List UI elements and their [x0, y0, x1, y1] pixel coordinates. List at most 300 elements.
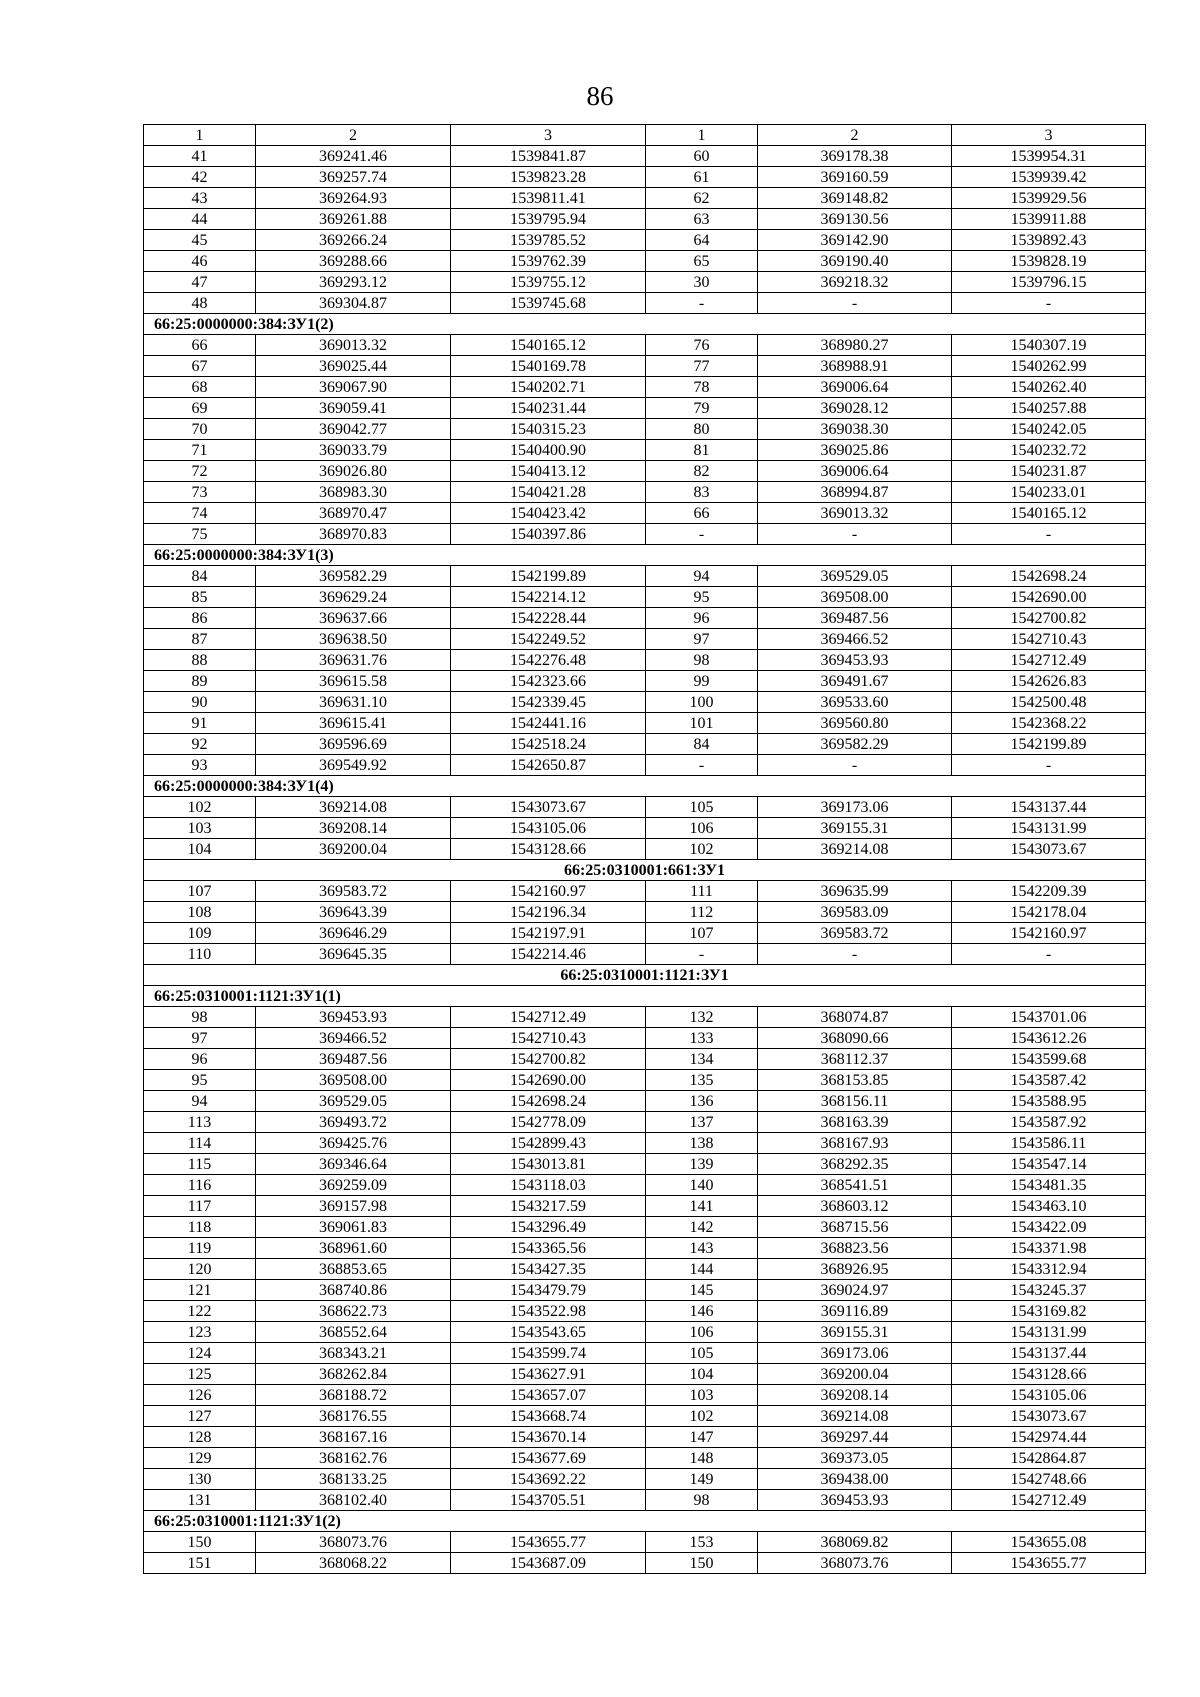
table-cell: 134 [646, 1049, 758, 1070]
table-cell: - [646, 944, 758, 965]
table-cell: 1542974.44 [952, 1427, 1146, 1448]
table-cell: 1543073.67 [451, 797, 646, 818]
table-cell: 369288.66 [256, 251, 451, 272]
table-cell: - [646, 524, 758, 545]
table-cell: 369006.64 [758, 377, 952, 398]
table-cell: 369373.05 [758, 1448, 952, 1469]
header-cell: 1 [144, 125, 256, 146]
table-cell: 369646.29 [256, 923, 451, 944]
table-cell: 369453.93 [758, 650, 952, 671]
table-cell: 1542864.87 [952, 1448, 1146, 1469]
table-cell: 1542214.12 [451, 587, 646, 608]
table-cell: 117 [144, 1196, 256, 1217]
table-cell: 109 [144, 923, 256, 944]
table-cell: 104 [144, 839, 256, 860]
table-cell: 369173.06 [758, 1343, 952, 1364]
table-row [144, 335, 1146, 356]
table-row [144, 1112, 1146, 1133]
table-cell: 368167.16 [256, 1427, 451, 1448]
table-cell: 1542690.00 [952, 587, 1146, 608]
table-cell: 1540262.99 [952, 356, 1146, 377]
table-cell: 369631.76 [256, 650, 451, 671]
table-row [144, 1385, 1146, 1406]
table-cell: 44 [144, 209, 256, 230]
table-cell: 1543073.67 [952, 1406, 1146, 1427]
table-cell: 1542441.16 [451, 713, 646, 734]
table-cell: 369024.97 [758, 1280, 952, 1301]
table-cell: 369487.56 [256, 1049, 451, 1070]
section-header-row [144, 986, 1146, 1007]
table-cell: 1540202.71 [451, 377, 646, 398]
table-cell: 369025.86 [758, 440, 952, 461]
table-cell: 1543612.26 [952, 1028, 1146, 1049]
table-cell: 127 [144, 1406, 256, 1427]
table-cell: 1543657.07 [451, 1385, 646, 1406]
table-cell: 48 [144, 293, 256, 314]
section-title: 66:25:0000000:384:ЗУ1(3) [144, 545, 1146, 566]
table-cell: 1542710.43 [451, 1028, 646, 1049]
table-cell: 113 [144, 1112, 256, 1133]
table-cell: 68 [144, 377, 256, 398]
table-cell: 369157.98 [256, 1196, 451, 1217]
table-cell: 41 [144, 146, 256, 167]
table-row [144, 1490, 1146, 1511]
table-cell: 1540423.42 [451, 503, 646, 524]
table-cell: 369638.50 [256, 629, 451, 650]
table-cell: 1542500.48 [952, 692, 1146, 713]
table-cell: 146 [646, 1301, 758, 1322]
table-cell: 1542518.24 [451, 734, 646, 755]
table-cell: 1543677.69 [451, 1448, 646, 1469]
table-cell: 369596.69 [256, 734, 451, 755]
table-cell: 369466.52 [758, 629, 952, 650]
table-cell: 1542748.66 [952, 1469, 1146, 1490]
table-cell: 369583.09 [758, 902, 952, 923]
table-cell: 76 [646, 335, 758, 356]
table-cell: 100 [646, 692, 758, 713]
table-cell: 369491.67 [758, 671, 952, 692]
table-cell: 60 [646, 146, 758, 167]
table-cell: 99 [646, 671, 758, 692]
table-row [144, 566, 1146, 587]
table-cell: - [758, 293, 952, 314]
table-cell: 369261.88 [256, 209, 451, 230]
table-cell: 1542626.83 [952, 671, 1146, 692]
table-cell: - [758, 944, 952, 965]
table-cell: 1540233.01 [952, 482, 1146, 503]
table-cell: 1543522.98 [451, 1301, 646, 1322]
table-cell: 369038.30 [758, 419, 952, 440]
table-cell: 124 [144, 1343, 256, 1364]
table-cell: 369643.39 [256, 902, 451, 923]
table-cell: 1540413.12 [451, 461, 646, 482]
table-cell: 369259.09 [256, 1175, 451, 1196]
section-header-row [144, 965, 1146, 986]
table-cell: 369200.04 [758, 1364, 952, 1385]
table-cell: 1542778.09 [451, 1112, 646, 1133]
table-cell: 1539823.28 [451, 167, 646, 188]
table-cell: 1543073.67 [952, 839, 1146, 860]
table-cell: 1542160.97 [952, 923, 1146, 944]
table-cell: 368983.30 [256, 482, 451, 503]
table-row [144, 230, 1146, 251]
table-cell: 84 [646, 734, 758, 755]
table-cell: 30 [646, 272, 758, 293]
table-cell: 1543371.98 [952, 1238, 1146, 1259]
table-cell: 1543479.79 [451, 1280, 646, 1301]
table-cell: 369059.41 [256, 398, 451, 419]
table-row [144, 1196, 1146, 1217]
table-cell: 369533.60 [758, 692, 952, 713]
table-row [144, 1469, 1146, 1490]
table-row [144, 1238, 1146, 1259]
table-row [144, 1217, 1146, 1238]
table-cell: 1543588.95 [952, 1091, 1146, 1112]
table-row [144, 629, 1146, 650]
table-cell: 369583.72 [758, 923, 952, 944]
table-row [144, 1007, 1146, 1028]
table-row [144, 1133, 1146, 1154]
table-cell: 1542339.45 [451, 692, 646, 713]
table-cell: 96 [144, 1049, 256, 1070]
table-row [144, 713, 1146, 734]
table-row [144, 167, 1146, 188]
table-cell: 78 [646, 377, 758, 398]
table-cell: 369241.46 [256, 146, 451, 167]
table-cell: 1543365.56 [451, 1238, 646, 1259]
table-cell: 1539795.94 [451, 209, 646, 230]
table-cell: 1542323.66 [451, 671, 646, 692]
table-cell: 1543587.42 [952, 1070, 1146, 1091]
table-cell: 1540165.12 [952, 503, 1146, 524]
table-cell: 368823.56 [758, 1238, 952, 1259]
table-row [144, 188, 1146, 209]
table-cell: 1542276.48 [451, 650, 646, 671]
table-cell: 369560.80 [758, 713, 952, 734]
table-cell: 149 [646, 1469, 758, 1490]
table-cell: 1543128.66 [451, 839, 646, 860]
table-cell: 138 [646, 1133, 758, 1154]
table-cell: 1540257.88 [952, 398, 1146, 419]
table-cell: 369218.32 [758, 272, 952, 293]
table-cell: 1542712.49 [952, 1490, 1146, 1511]
table-cell: 151 [144, 1553, 256, 1574]
table-cell: 369142.90 [758, 230, 952, 251]
table-cell: 368343.21 [256, 1343, 451, 1364]
table-cell: 88 [144, 650, 256, 671]
table-row [144, 692, 1146, 713]
section-header-row [144, 776, 1146, 797]
table-cell: 77 [646, 356, 758, 377]
table-cell: 1540242.05 [952, 419, 1146, 440]
table-cell: 1543481.35 [952, 1175, 1146, 1196]
table-row [144, 1322, 1146, 1343]
table-cell: 369160.59 [758, 167, 952, 188]
table-row [144, 356, 1146, 377]
table-cell: 368112.37 [758, 1049, 952, 1070]
table-cell: 1540400.90 [451, 440, 646, 461]
table-cell: 1543668.74 [451, 1406, 646, 1427]
table-cell: 368068.22 [256, 1553, 451, 1574]
table-cell: 66 [646, 503, 758, 524]
table-cell: 368994.87 [758, 482, 952, 503]
table-cell: 1540262.40 [952, 377, 1146, 398]
table-cell: 1543131.99 [952, 818, 1146, 839]
table-cell: 83 [646, 482, 758, 503]
table-cell: 86 [144, 608, 256, 629]
table-row [144, 797, 1146, 818]
table-cell: 105 [646, 797, 758, 818]
table-cell: 122 [144, 1301, 256, 1322]
table-cell: 61 [646, 167, 758, 188]
page-number: 86 [586, 81, 614, 111]
table-cell: 153 [646, 1532, 758, 1553]
table-cell: 80 [646, 419, 758, 440]
table-cell: 368622.73 [256, 1301, 451, 1322]
table-row [144, 1259, 1146, 1280]
table-row [144, 755, 1146, 776]
table-row [144, 839, 1146, 860]
table-row [144, 1343, 1146, 1364]
table-cell: 1543013.81 [451, 1154, 646, 1175]
table-cell: 368715.56 [758, 1217, 952, 1238]
table-cell: 66 [144, 335, 256, 356]
table-cell: 369061.83 [256, 1217, 451, 1238]
section-title: 66:25:0310001:1121:ЗУ1(1) [144, 986, 1146, 1007]
table-cell: 132 [646, 1007, 758, 1028]
table-cell: 1543105.06 [952, 1385, 1146, 1406]
table-cell: 369453.93 [256, 1007, 451, 1028]
table-cell: 369615.41 [256, 713, 451, 734]
table-cell: 148 [646, 1448, 758, 1469]
table-cell: 1539828.19 [952, 251, 1146, 272]
table-row [144, 1553, 1146, 1574]
table-cell: 1542196.34 [451, 902, 646, 923]
table-cell: 1543687.09 [451, 1553, 646, 1574]
table-cell: 1542700.82 [451, 1049, 646, 1070]
table-cell: 369297.44 [758, 1427, 952, 1448]
table-cell: 1543128.66 [952, 1364, 1146, 1385]
table-cell: 369257.74 [256, 167, 451, 188]
table-cell: 369148.82 [758, 188, 952, 209]
table-cell: 369631.10 [256, 692, 451, 713]
table-cell: 369178.38 [758, 146, 952, 167]
table-cell: 1542690.00 [451, 1070, 646, 1091]
table-cell: 369200.04 [256, 839, 451, 860]
table-cell: 98 [144, 1007, 256, 1028]
table-cell: 139 [646, 1154, 758, 1175]
table-cell: 369264.93 [256, 188, 451, 209]
table-cell: 129 [144, 1448, 256, 1469]
section-title: 66:25:0310001:1121:ЗУ1(2) [144, 1511, 1146, 1532]
table-row [144, 293, 1146, 314]
table-cell: 1540421.28 [451, 482, 646, 503]
table-cell: 369214.08 [758, 1406, 952, 1427]
table-cell: 147 [646, 1427, 758, 1448]
table-row [144, 1175, 1146, 1196]
table-cell: 368163.39 [758, 1112, 952, 1133]
table-cell: 369583.72 [256, 881, 451, 902]
table-cell: 1539811.41 [451, 188, 646, 209]
table-cell: 1543463.10 [952, 1196, 1146, 1217]
table-cell: 71 [144, 440, 256, 461]
table-cell: 135 [646, 1070, 758, 1091]
table-cell: 368156.11 [758, 1091, 952, 1112]
table-cell: 369033.79 [256, 440, 451, 461]
table-cell: 368926.95 [758, 1259, 952, 1280]
table-row [144, 209, 1146, 230]
table-cell: 110 [144, 944, 256, 965]
table-cell: 369425.76 [256, 1133, 451, 1154]
table-cell: 1542899.43 [451, 1133, 646, 1154]
table-cell: 131 [144, 1490, 256, 1511]
table-cell: 369026.80 [256, 461, 451, 482]
table-cell: 90 [144, 692, 256, 713]
table-cell: 63 [646, 209, 758, 230]
table-cell: 104 [646, 1364, 758, 1385]
table-cell: 1543655.77 [952, 1553, 1146, 1574]
table-cell: 85 [144, 587, 256, 608]
table-cell: 368552.64 [256, 1322, 451, 1343]
table-cell: 368970.47 [256, 503, 451, 524]
table-cell: 1539929.56 [952, 188, 1146, 209]
table-cell: 108 [144, 902, 256, 923]
table-cell: 114 [144, 1133, 256, 1154]
section-title: 66:25:0310001:661:ЗУ1 [144, 860, 1146, 881]
table-cell: 91 [144, 713, 256, 734]
table-row [144, 503, 1146, 524]
table-cell: 1540165.12 [451, 335, 646, 356]
table-cell: 369208.14 [256, 818, 451, 839]
table-cell: 1542228.44 [451, 608, 646, 629]
table-cell: 116 [144, 1175, 256, 1196]
table-cell: 97 [646, 629, 758, 650]
header-cell: 3 [952, 125, 1146, 146]
table-row [144, 524, 1146, 545]
table-cell: 369529.05 [758, 566, 952, 587]
table-cell: 126 [144, 1385, 256, 1406]
table-cell: 150 [144, 1532, 256, 1553]
table-cell: 1543118.03 [451, 1175, 646, 1196]
table-cell: 368167.93 [758, 1133, 952, 1154]
table-cell: 82 [646, 461, 758, 482]
table-cell: 369637.66 [256, 608, 451, 629]
table-cell: - [952, 755, 1146, 776]
table-cell: 1543131.99 [952, 1322, 1146, 1343]
table-row [144, 1532, 1146, 1553]
table-cell: 1539939.42 [952, 167, 1146, 188]
table-cell: 1540231.44 [451, 398, 646, 419]
table-cell: 92 [144, 734, 256, 755]
table-cell: 369214.08 [256, 797, 451, 818]
table-cell: 1543137.44 [952, 797, 1146, 818]
table-cell: 1540307.19 [952, 335, 1146, 356]
table-cell: 119 [144, 1238, 256, 1259]
table-cell: 130 [144, 1469, 256, 1490]
table-cell: 1539841.87 [451, 146, 646, 167]
table-cell: 368073.76 [758, 1553, 952, 1574]
coordinates-table [143, 124, 1146, 1574]
table-row [144, 272, 1146, 293]
table-cell: 369304.87 [256, 293, 451, 314]
table-cell: - [758, 755, 952, 776]
table-cell: 1540231.87 [952, 461, 1146, 482]
table-cell: 369155.31 [758, 1322, 952, 1343]
table-cell: 369013.32 [256, 335, 451, 356]
table-cell: 369582.29 [758, 734, 952, 755]
table-cell: 369208.14 [758, 1385, 952, 1406]
table-cell: 1542700.82 [952, 608, 1146, 629]
table-cell: 368292.35 [758, 1154, 952, 1175]
table-cell: 1539785.52 [451, 230, 646, 251]
table-cell: 136 [646, 1091, 758, 1112]
table-cell: 94 [144, 1091, 256, 1112]
table-row [144, 1364, 1146, 1385]
table-cell: 125 [144, 1364, 256, 1385]
table-row [144, 398, 1146, 419]
table-cell: 141 [646, 1196, 758, 1217]
table-cell: 1543655.77 [451, 1532, 646, 1553]
table-cell: - [952, 524, 1146, 545]
table-cell: 94 [646, 566, 758, 587]
table-cell: 67 [144, 356, 256, 377]
table-cell: 107 [144, 881, 256, 902]
table-row [144, 1301, 1146, 1322]
table-cell: 1542209.39 [952, 881, 1146, 902]
table-cell: 1542712.49 [952, 650, 1146, 671]
table-cell: 84 [144, 566, 256, 587]
table-row [144, 923, 1146, 944]
table-cell: 1539745.68 [451, 293, 646, 314]
table-cell: 118 [144, 1217, 256, 1238]
table-row [144, 1154, 1146, 1175]
table-cell: 1542199.89 [952, 734, 1146, 755]
table-cell: 368980.27 [758, 335, 952, 356]
table-cell: 105 [646, 1343, 758, 1364]
table-cell: 1542178.04 [952, 902, 1146, 923]
table-cell: 1542650.87 [451, 755, 646, 776]
table-cell: 111 [646, 881, 758, 902]
section-header-row [144, 545, 1146, 566]
table-cell: 150 [646, 1553, 758, 1574]
table-row [144, 944, 1146, 965]
section-header-row [144, 314, 1146, 335]
table-cell: 1543655.08 [952, 1532, 1146, 1553]
table-cell: 368162.76 [256, 1448, 451, 1469]
table-cell: 369493.72 [256, 1112, 451, 1133]
table-cell: 95 [646, 587, 758, 608]
table-row [144, 1049, 1146, 1070]
table-cell: 369042.77 [256, 419, 451, 440]
section-header-row [144, 1511, 1146, 1532]
table-body [144, 146, 1146, 1574]
table-row [144, 671, 1146, 692]
table-cell: 1540315.23 [451, 419, 646, 440]
table-cell: 102 [144, 797, 256, 818]
table-cell: 369173.06 [758, 797, 952, 818]
table-cell: 47 [144, 272, 256, 293]
table-cell: 73 [144, 482, 256, 503]
table-cell: 369028.12 [758, 398, 952, 419]
section-title: 66:25:0310001:1121:ЗУ1 [144, 965, 1146, 986]
table-cell: 368074.87 [758, 1007, 952, 1028]
table-cell: 1542160.97 [451, 881, 646, 902]
table-cell: - [952, 293, 1146, 314]
table-cell: 368153.85 [758, 1070, 952, 1091]
table-row [144, 608, 1146, 629]
table-row [144, 251, 1146, 272]
table-cell: 121 [144, 1280, 256, 1301]
